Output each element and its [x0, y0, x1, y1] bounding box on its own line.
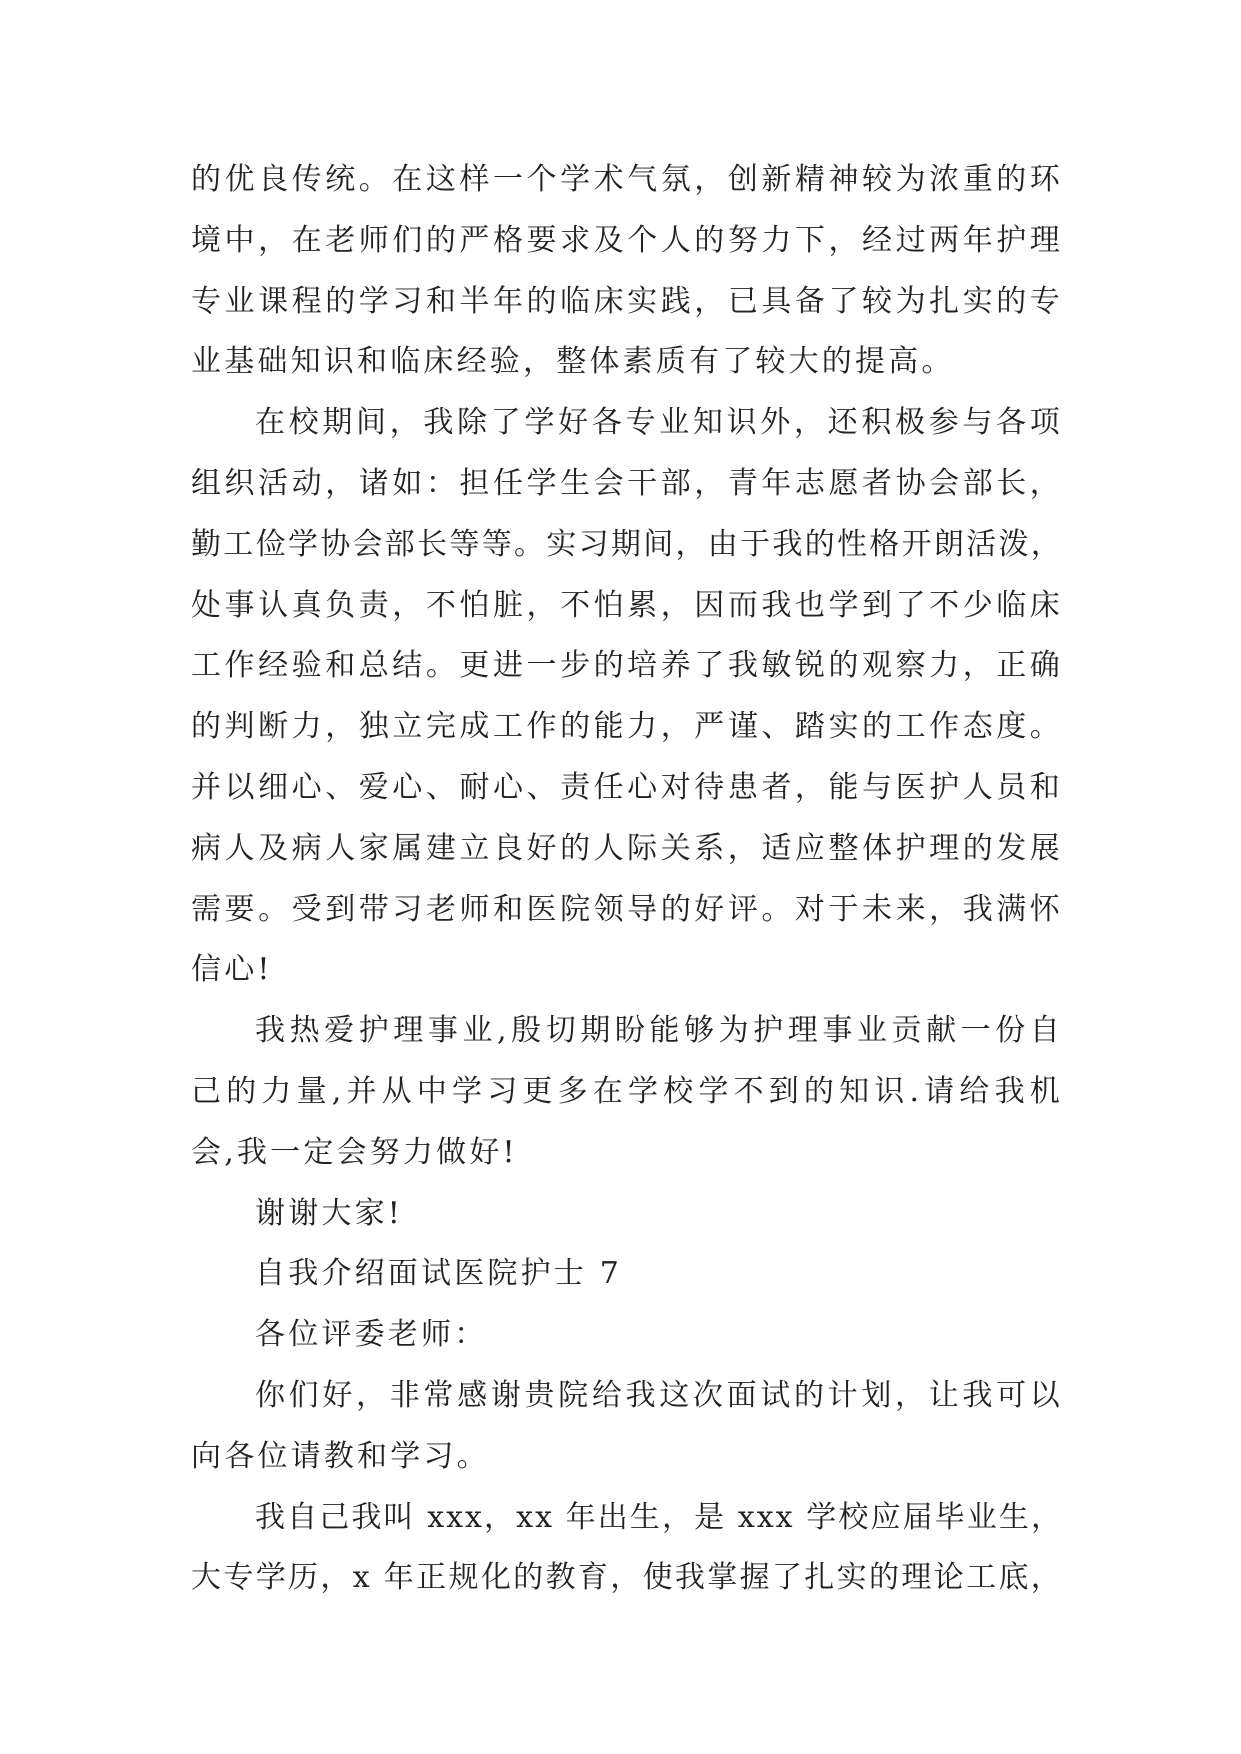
text-line: 谢谢大家! — [255, 1195, 404, 1231]
text-line: 业基础知识和临床经验，整体素质有了较大的提高。 — [191, 344, 955, 380]
text-line: 专业课程的学习和半年的临床实践，已具备了较为扎实的专 — [191, 283, 1063, 319]
text-line: 工作经验和总结。更进一步的培养了我敏锐的观察力，正确 — [191, 648, 1063, 684]
text-line: 我热爱护理事业,殷切期盼能够为护理事业贡献一份自 — [255, 1013, 1063, 1049]
text-line: 的优良传统。在这样一个学术气氛，创新精神较为浓重的环 — [191, 162, 1063, 197]
text-line: 会,我一定会努力做好! — [191, 1134, 518, 1170]
text-line: 大专学历，x 年正规化的教育，使我掌握了扎实的理论工底， — [191, 1560, 1063, 1596]
text-line: 需要。受到带习老师和医院领导的好评。对于未来，我满怀 — [191, 891, 1063, 927]
text-line: 自我介绍面试医院护士 7 — [255, 1256, 623, 1292]
text-line: 病人及病人家属建立良好的人际关系，适应整体护理的发展 — [191, 830, 1063, 866]
text-line: 在校期间，我除了学好各专业知识外，还积极参与各项 — [255, 405, 1063, 441]
document-body — [191, 150, 1063, 1609]
text-line: 的判断力，独立完成工作的能力，严谨、踏实的工作态度。 — [191, 709, 1063, 745]
text-line: 各位评委老师： — [255, 1317, 488, 1353]
text-line: 己的力量,并从中学习更多在学校学不到的知识.请给我机 — [191, 1073, 1063, 1109]
text-line: 境中，在老师们的严格要求及个人的努力下，经过两年护理 — [191, 222, 1063, 258]
text-line: 你们好，非常感谢贵院给我这次面试的计划，让我可以 — [255, 1377, 1063, 1413]
text-line: 我自己我叫 xxx，xx 年出生，是 xxx 学校应届毕业生， — [255, 1499, 1063, 1535]
text-line: 并以细心、爱心、耐心、责任心对待患者，能与医护人员和 — [191, 769, 1063, 805]
text-line: 信心! — [191, 952, 273, 988]
text-line: 勤工俭学协会部长等等。实习期间，由于我的性格开朗活泼， — [191, 526, 1063, 562]
text-line: 处事认真负责，不怕脏，不怕累，因而我也学到了不少临床 — [191, 587, 1063, 623]
text-line: 向各位请教和学习。 — [191, 1438, 490, 1474]
text-line: 组织活动，诸如：担任学生会干部，青年志愿者协会部长， — [191, 465, 1063, 501]
